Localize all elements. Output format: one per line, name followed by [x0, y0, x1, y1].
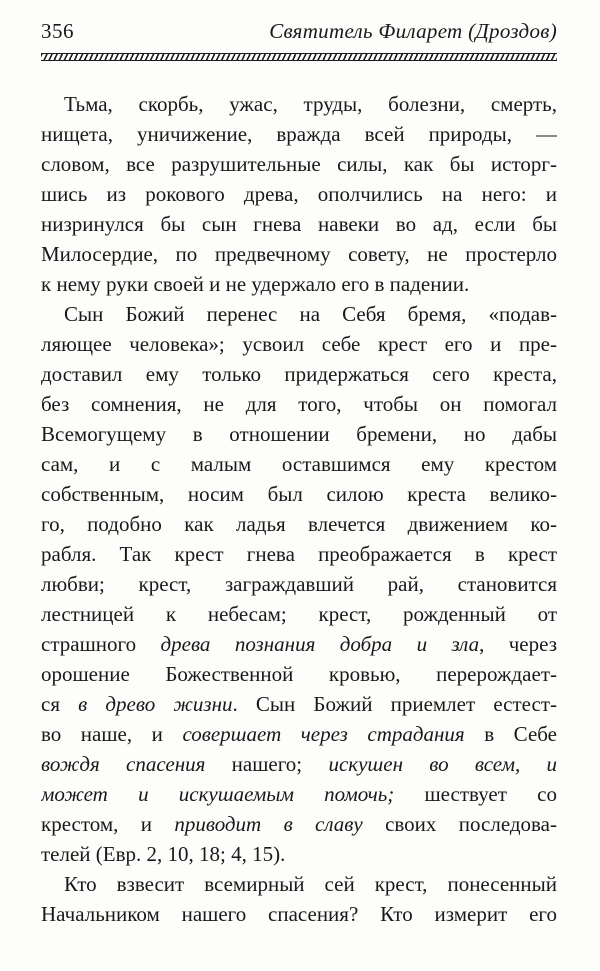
text-segment: Всемогущему в отношении бремени, но дабы — [41, 422, 557, 446]
text-segment: , через — [479, 632, 557, 656]
text-line — [41, 239, 557, 269]
text-line — [41, 659, 557, 689]
text-segment: ся — [41, 692, 79, 716]
text-segment: нашего; — [205, 752, 329, 776]
text-line — [41, 269, 557, 299]
text-segment: страшного — [41, 632, 161, 656]
text-line — [41, 389, 557, 419]
text-segment: . Сын Божий приемлет естест- — [232, 692, 557, 716]
text-segment: без сомнения, не для того, чтобы он помогал — [41, 392, 557, 416]
text-segment: рабля. Так крест гнева преображается в крест — [41, 542, 557, 566]
text-line — [41, 419, 557, 449]
text-segment: нищета, уничижение, вражда всей природы, — — [41, 122, 557, 146]
text-line — [41, 179, 557, 209]
text-line — [41, 689, 557, 719]
text-segment: го, подобно как ладья влечется движением ко- — [41, 512, 557, 536]
text-segment: Кто взвесит всемирный сей крест, понесенный — [64, 872, 557, 896]
italic-phrase: приводит в славу — [174, 812, 363, 836]
italic-phrase: искушен во всем, и — [328, 752, 557, 776]
text-segment: к нему руки своей и не удержало его в падении. — [41, 272, 470, 296]
text-segment: сам, и с малым оставшимся ему крестом — [41, 452, 557, 476]
text-segment: ляющее человека»; усвоил себе крест его и пре- — [41, 332, 557, 356]
text-segment: любви; крест, заграждавший рай, становится — [41, 572, 557, 596]
text-segment: в Себе — [464, 722, 557, 746]
text-line — [41, 299, 557, 329]
text-segment: Милосердие, по предвечному совету, не простерло — [41, 242, 557, 266]
text-line — [41, 839, 557, 869]
text-segment: во наше, и — [41, 722, 183, 746]
text-line — [41, 149, 557, 179]
text-block — [41, 89, 557, 929]
italic-phrase: совершает через страдания — [182, 722, 465, 746]
text-line — [41, 539, 557, 569]
text-line — [41, 779, 557, 809]
italic-phrase: может и искушаемым помочь; — [41, 782, 395, 806]
italic-phrase: вождя спасения — [41, 752, 206, 776]
text-line — [41, 209, 557, 239]
text-line — [41, 599, 557, 629]
text-line — [41, 89, 557, 119]
text-segment: своих последова- — [362, 812, 557, 836]
text-line — [41, 629, 557, 659]
italic-phrase: в древо жизни — [78, 692, 233, 716]
text-segment: Сын Божий перенес на Себя бремя, «подав- — [64, 302, 557, 326]
text-segment: орошение Божественной кровью, перерождает- — [41, 662, 557, 686]
text-line — [41, 449, 557, 479]
running-header — [41, 19, 557, 44]
text-segment: доставил ему только придержаться сего креста, — [41, 362, 557, 386]
text-segment: крестом, и — [41, 812, 175, 836]
text-segment: Начальником нашего спасения? Кто измерит его — [41, 902, 557, 926]
text-segment: словом, все разрушительные силы, как бы исторг- — [41, 152, 557, 176]
text-segment: собственным, носим был силою креста велико- — [41, 482, 557, 506]
page-number: 356 — [41, 19, 74, 43]
text-line — [41, 359, 557, 389]
text-segment: телей (Евр. 2, 10, 18; 4, 15). — [41, 842, 286, 866]
running-title: Святитель Филарет (Дроздов) — [269, 19, 557, 43]
text-segment: шествует со — [394, 782, 557, 806]
text-line — [41, 509, 557, 539]
text-segment: лестницей к небесам; крест, рожденный от — [41, 602, 557, 626]
text-line — [41, 719, 557, 749]
text-line — [41, 329, 557, 359]
text-line — [41, 119, 557, 149]
text-segment: шись из рокового древа, ополчились на него: и — [41, 182, 557, 206]
text-line — [41, 749, 557, 779]
text-line — [41, 479, 557, 509]
text-line — [41, 809, 557, 839]
text-segment: Тьма, скорбь, ужас, труды, болезни, смерть, — [64, 92, 557, 116]
text-line — [41, 869, 557, 899]
text-segment: низринулся бы сын гнева навеки во ад, если бы — [41, 212, 557, 236]
text-line — [41, 899, 557, 929]
decorative-rope-rule — [41, 53, 557, 61]
text-line — [41, 569, 557, 599]
italic-phrase: древа познания добра и зла — [160, 632, 480, 656]
